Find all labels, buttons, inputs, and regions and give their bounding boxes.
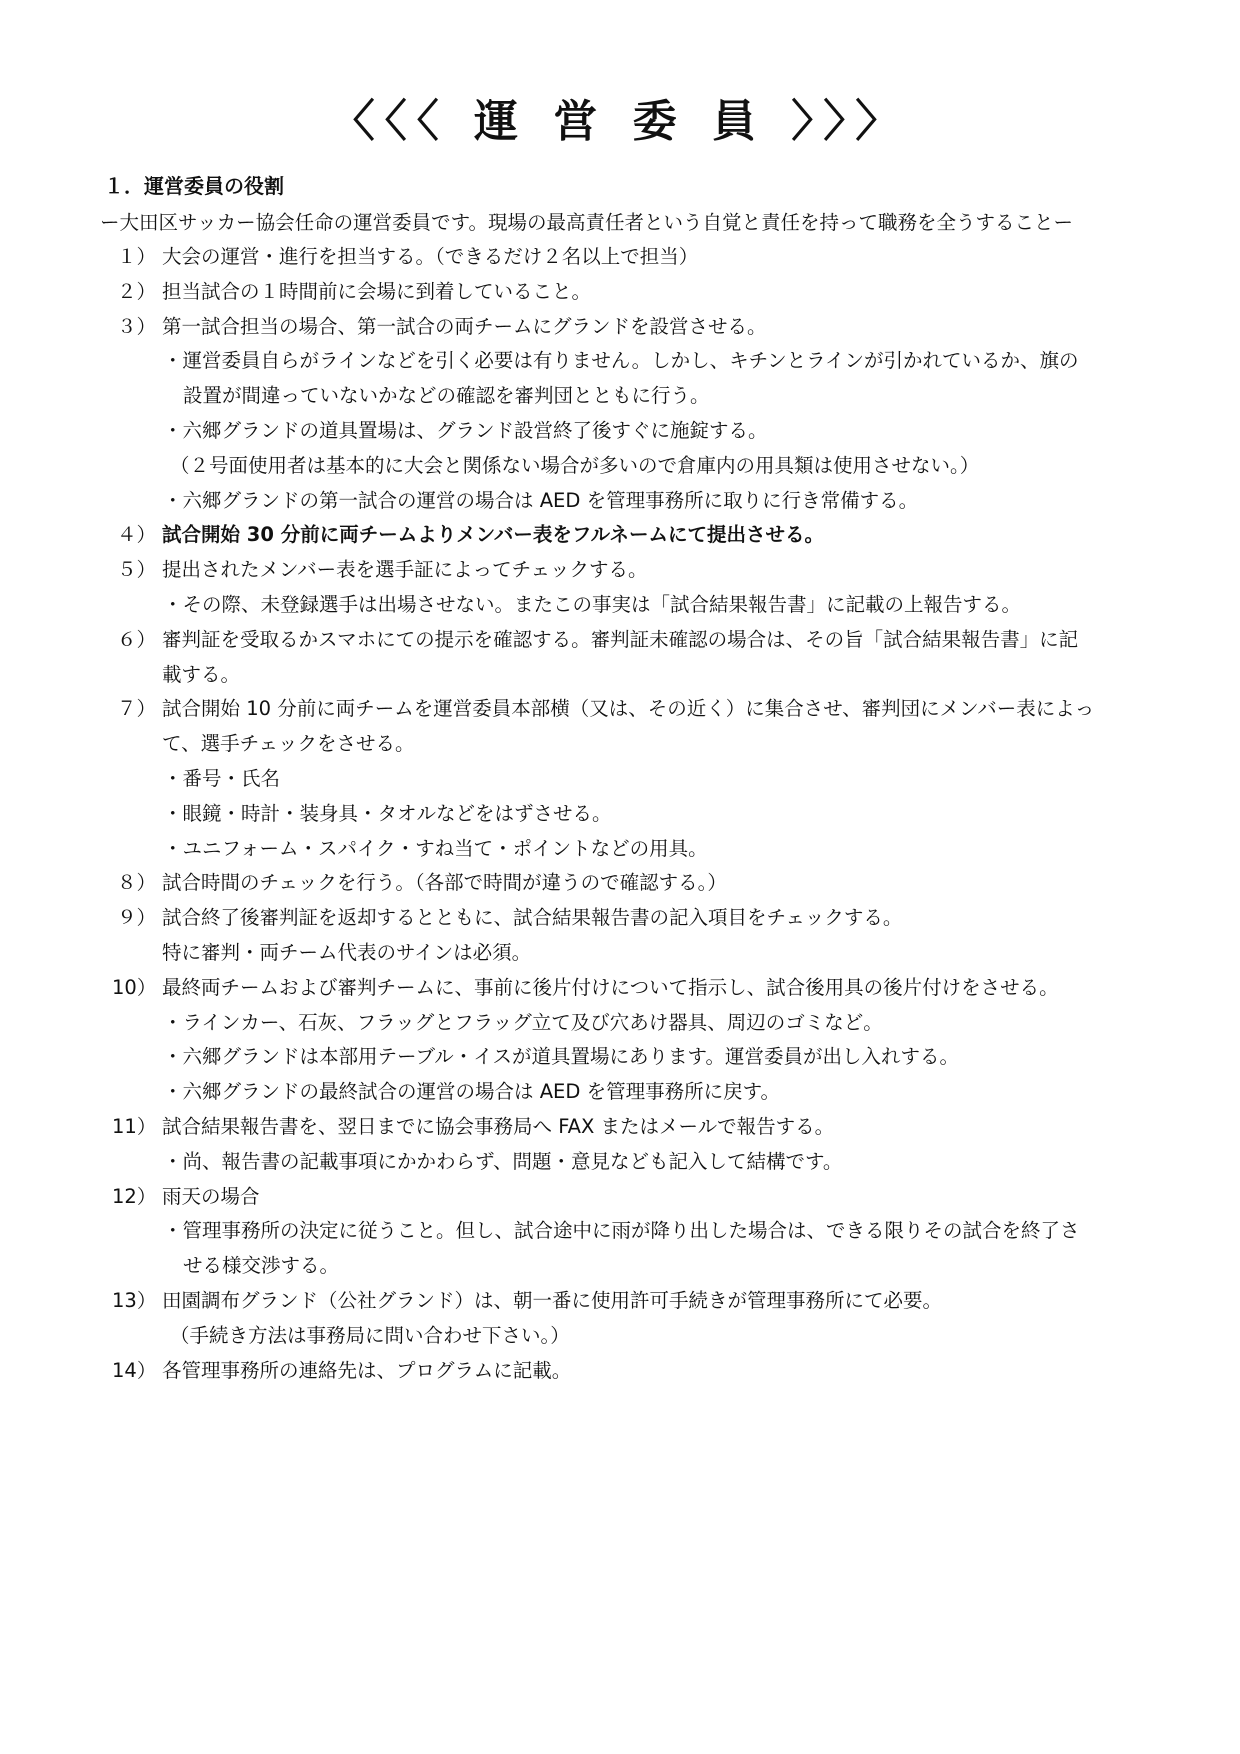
item-number: ２） — [116, 279, 156, 303]
bullet-item — [163, 798, 612, 830]
line-text: ・六郷グランドは本部用テーブル・イスが道具置場にあります。運営委員が出し入れする。 — [163, 1045, 959, 1069]
bullet-item — [163, 833, 708, 865]
line-text: 雨天の場合 — [162, 1184, 260, 1208]
bullet-item — [163, 415, 768, 447]
line-text: 試合終了後審判証を返却するとともに、試合結果報告書の記入項目をチェックする。 — [162, 906, 903, 930]
line-text: 担当試合の１時間前に会場に到着していること。 — [162, 279, 592, 303]
item-number: 12） — [112, 1184, 157, 1208]
line-text: 提出されたメンバー表を選手証によってチェックする。 — [162, 558, 648, 582]
item-number: ５） — [116, 558, 156, 582]
bullet-item — [163, 1041, 959, 1073]
list-item — [112, 554, 648, 586]
line-text: ・ラインカー、石灰、フラッグとフラッグ立て及び穴あけ器具、周辺のゴミなど。 — [163, 1010, 883, 1034]
line-text: せる様交渉する。 — [183, 1254, 340, 1278]
bullet-item — [163, 1007, 883, 1039]
line-text: 第一試合担当の場合、第一試合の両チームにグランドを設営させる。 — [162, 314, 767, 338]
list-item — [112, 693, 1094, 725]
line-text: 特に審判・両チーム代表のサインは必須。 — [162, 941, 532, 964]
line-text: 各管理事務所の連絡先は、プログラムに記載。 — [162, 1358, 572, 1382]
continuation-line — [170, 1320, 570, 1352]
item-number: ６） — [116, 627, 156, 651]
item-number: 11） — [112, 1115, 157, 1138]
list-item — [112, 972, 1059, 1004]
line-text: 最終両チームおよび審判チームに、事前に後片付けについて指示し、試合後用具の後片付けをさせる。 — [162, 975, 1059, 999]
line-text: 田園調布グランド（公社グランド）は、朝一番に使用許可手続きが管理事務所にて必要。 — [162, 1289, 943, 1312]
bullet-item — [163, 485, 918, 517]
bullet-item — [163, 589, 1021, 621]
line-text: （手続き方法は事務局に問い合わせ下さい。） — [170, 1323, 570, 1347]
bullet-item — [163, 1076, 780, 1108]
list-item — [112, 519, 824, 551]
lead-text: ー大田区サッカー協会任命の運営委員です。現場の最高責任者という自覚と責任を持って職務を全うすることー — [100, 211, 1074, 234]
continuation-line — [183, 1250, 339, 1282]
list-item — [112, 902, 902, 934]
continuation-line — [162, 728, 415, 760]
bullet-item — [163, 763, 280, 795]
continuation-line — [162, 937, 531, 969]
line-text: 試合時間のチェックを行う。（各部で時間が違うので確認する。） — [162, 871, 727, 895]
list-item — [112, 867, 727, 899]
list-item — [112, 276, 591, 308]
line-text: 試合結果報告書を、翌日までに協会事務局へ FAX またはメールで報告する。 — [162, 1115, 835, 1138]
continuation-line — [170, 450, 979, 482]
line-text: て、選手チェックをさせる。 — [162, 732, 415, 756]
line-text: 試合開始 10 分前に両チームを運営委員本部横（又は、その近く）に集合させ、審判団にメンバー表によっ — [162, 697, 1095, 721]
item-number: ７） — [116, 697, 156, 721]
page-title: 〈〈〈 運 営 委 員 〉〉〉 — [330, 96, 910, 147]
bullet-item — [163, 1215, 1080, 1247]
continuation-line — [162, 659, 240, 691]
line-text: 設置が間違っていないかなどの確認を審判団とともに行う。 — [183, 384, 710, 408]
item-number: 10） — [112, 975, 157, 999]
list-item — [112, 241, 698, 273]
item-number: １） — [116, 245, 156, 268]
list-item — [112, 1355, 571, 1387]
line-text: ・ユニフォーム・スパイク・すね当て・ポイントなどの用具。 — [163, 836, 708, 860]
line-text: 載する。 — [162, 662, 241, 686]
line-text: 大会の運営・進行を担当する。（できるだけ２名以上で担当） — [162, 245, 699, 268]
bullet-item — [163, 345, 1079, 377]
section-heading: １．運営委員の役割 — [104, 174, 284, 198]
item-number: ３） — [116, 314, 156, 338]
list-item — [112, 311, 767, 343]
item-number: 13） — [112, 1289, 157, 1312]
list-item — [112, 1111, 834, 1143]
line-text: （２号面使用者は基本的に大会と関係ない場合が多いので倉庫内の用具類は使用させない。） — [170, 453, 980, 477]
line-text: ・六郷グランドの第一試合の運営の場合は AED を管理事務所に取りに行き常備する。 — [163, 488, 919, 512]
line-text: ・六郷グランドの道具置場は、グランド設営終了後すぐに施錠する。 — [163, 419, 768, 442]
list-item — [112, 1181, 260, 1213]
line-text: 試合開始 30 分前に両チームよりメンバー表をフルネームにて提出させる。 — [162, 523, 824, 547]
line-text: 審判証を受取るかスマホにての提示を確認する。審判証未確認の場合は、その旨「試合結果報告書」に記 — [162, 627, 1079, 651]
item-number: ４） — [116, 523, 156, 547]
continuation-line — [183, 380, 710, 412]
line-text: ・管理事務所の決定に従うこと。但し、試合途中に雨が降り出した場合は、できる限りその試合を終了さ — [163, 1219, 1080, 1243]
list-item — [112, 1285, 942, 1317]
list-item — [112, 624, 1078, 656]
item-number: ９） — [116, 906, 156, 930]
line-text: ・眼鏡・時計・装身具・タオルなどをはずさせる。 — [163, 801, 612, 825]
line-text: ・尚、報告書の記載事項にかかわらず、問題・意見なども記入して結構です。 — [163, 1149, 843, 1173]
line-text: ・運営委員自らがラインなどを引く必要は有りません。しかし、キチンとラインが引かれているか、旗の — [163, 349, 1079, 373]
bullet-item — [163, 1146, 842, 1178]
item-number: ８） — [116, 871, 156, 895]
line-text: ・番号・氏名 — [163, 767, 281, 790]
item-number: 14） — [112, 1358, 157, 1382]
line-text: ・六郷グランドの最終試合の運営の場合は AED を管理事務所に戻す。 — [163, 1080, 781, 1104]
line-text: ・その際、未登録選手は出場させない。またこの事実は「試合結果報告書」に記載の上報告する。 — [163, 593, 1022, 616]
